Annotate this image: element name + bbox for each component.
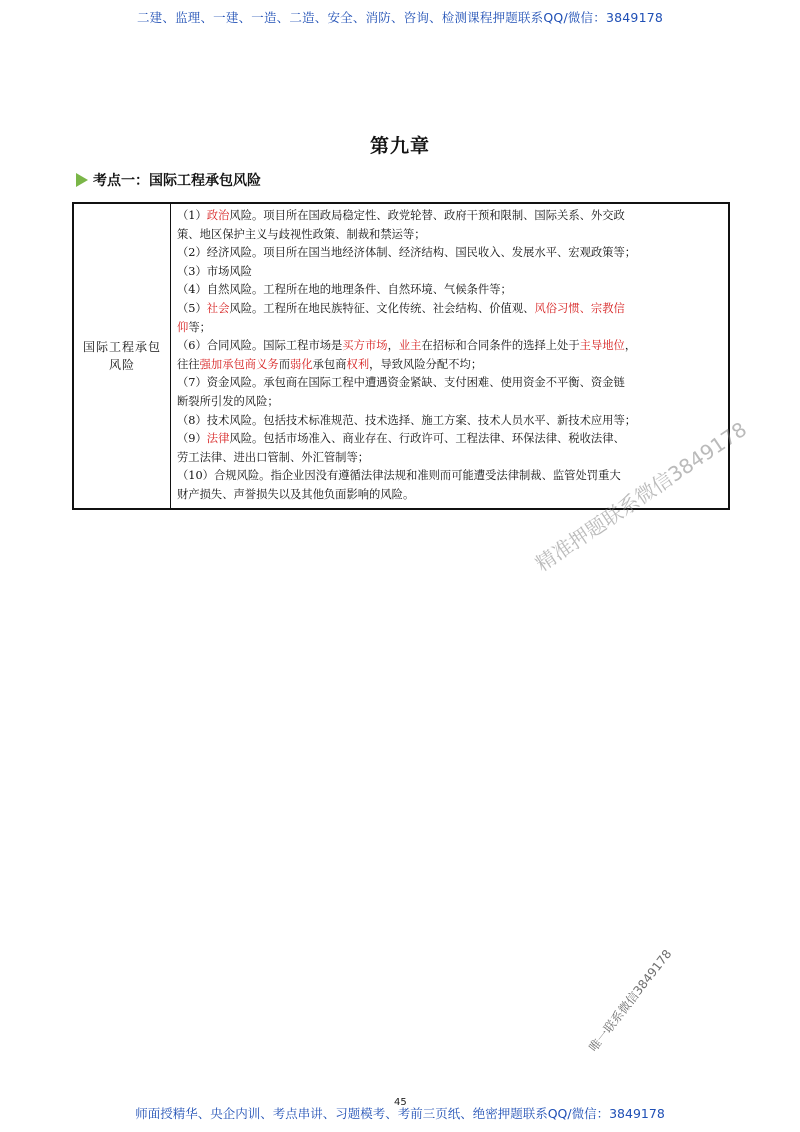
text-fragment: 等； [188, 320, 211, 334]
highlighted-text: 社会 [206, 301, 230, 315]
risk-category-label-line2: 风险 [108, 357, 135, 372]
text-fragment: 在招标和合同条件的选择上处于 [421, 339, 580, 353]
section-heading-text: 考点一：国际工程承包风险 [93, 173, 261, 189]
text-fragment: 风险。包括市场准入、商业存在、行政许可、工程法律、环保法律、税收法律、 [229, 432, 625, 446]
text-fragment: （5） [177, 301, 207, 315]
risk-line [177, 244, 724, 263]
risk-line [177, 263, 724, 282]
highlighted-text: 法律 [206, 432, 230, 446]
header-banner: 二建、监理、一建、一造、二造、安全、消防、咨询、检测课程押题联系QQ/微信：3849178 [136, 10, 664, 25]
risk-line [177, 281, 724, 300]
risk-line [177, 430, 724, 449]
text-fragment: （3）市场风险 [177, 264, 252, 278]
risk-line [177, 356, 724, 375]
watermark-small: 唯一联系微信3849178 [586, 946, 675, 1055]
highlighted-text: 仰 [177, 320, 189, 334]
highlighted-text: 风俗习惯、宗教信 [534, 301, 625, 315]
footer-banner: 师面授精华、央企内训、考点串讲、习题模考、考前三页纸、绝密押题联系QQ/微信：3849178 [135, 1106, 665, 1121]
risk-line [177, 374, 724, 393]
text-fragment: 往往 [177, 357, 200, 371]
text-fragment: 策、地区保护主义与歧视性政策、制裁和禁运等； [177, 227, 426, 241]
risk-line [177, 300, 724, 319]
text-fragment: （2）经济风险。项目所在国当地经济体制、经济结构、国民收入、发展水平、宏观政策等； [177, 246, 637, 260]
text-fragment: 风险。工程所在地民族特征、文化传统、社会结构、价值观、 [229, 301, 535, 315]
risk-table [72, 202, 730, 510]
highlighted-text: 弱化 [290, 357, 313, 371]
highlighted-text: 政治 [206, 209, 230, 222]
text-fragment: （4）自然风险。工程所在地的地理条件、自然环境、气候条件等； [177, 283, 512, 297]
text-fragment: 风险。项目所在国政局稳定性、政党轮替、政府干预和限制、国际关系、外交政 [229, 209, 625, 222]
text-fragment: （7）资金风险。承包商在国际工程中遭遇资金紧缺、支付困难、使用资金不平衡、资金链 [177, 376, 625, 390]
risk-line [177, 449, 724, 468]
risk-category-cell [73, 203, 171, 509]
text-fragment: ， [387, 339, 399, 353]
highlighted-text: 强加承包商义务 [199, 357, 279, 371]
text-fragment: （10）合规风险。指企业因没有遵循法律法规和准则而可能遭受法律制裁、监管处罚重大 [177, 469, 621, 483]
table-row [73, 203, 729, 509]
text-fragment: 财产损失、声誉损失以及其他负面影响的风险。 [177, 487, 415, 501]
text-fragment: ，导致风险分配不均； [369, 357, 483, 371]
risk-detail-lines [177, 207, 724, 505]
text-fragment: 劳工法律、进出口管制、外汇管制等； [177, 450, 370, 464]
risk-line [177, 207, 724, 226]
text-fragment: （9） [177, 432, 207, 446]
text-fragment: ， [624, 339, 637, 353]
highlighted-text: 买方市场 [342, 339, 388, 353]
risk-detail-cell [171, 203, 730, 509]
risk-line [177, 226, 724, 245]
text-fragment: （8）技术风险。包括技术标准规范、技术选择、施工方案、技术人员水平、新技术应用等； [177, 413, 637, 427]
chapter-title: 第九章 [369, 135, 430, 157]
section-heading [76, 170, 261, 190]
risk-line [177, 319, 724, 338]
risk-line [177, 337, 724, 356]
text-fragment: 承包商 [312, 357, 347, 371]
highlighted-text: 业主 [398, 339, 422, 353]
text-fragment: 断裂所引发的风险； [177, 394, 279, 408]
watermark-large: 精准押题联系微信3849178 [531, 416, 751, 577]
risk-line [177, 393, 724, 412]
highlighted-text: 主导地位 [579, 339, 625, 353]
highlighted-text: 权利 [346, 357, 370, 371]
page-number: 45 [394, 1097, 407, 1108]
triangle-bullet-icon [76, 173, 88, 187]
text-fragment: 而 [278, 357, 291, 371]
text-fragment: （6）合同风险。国际工程市场是 [177, 339, 343, 353]
risk-line [177, 412, 724, 431]
risk-category-label-line1: 国际工程承包 [82, 339, 161, 354]
text-fragment: （1） [177, 209, 207, 222]
